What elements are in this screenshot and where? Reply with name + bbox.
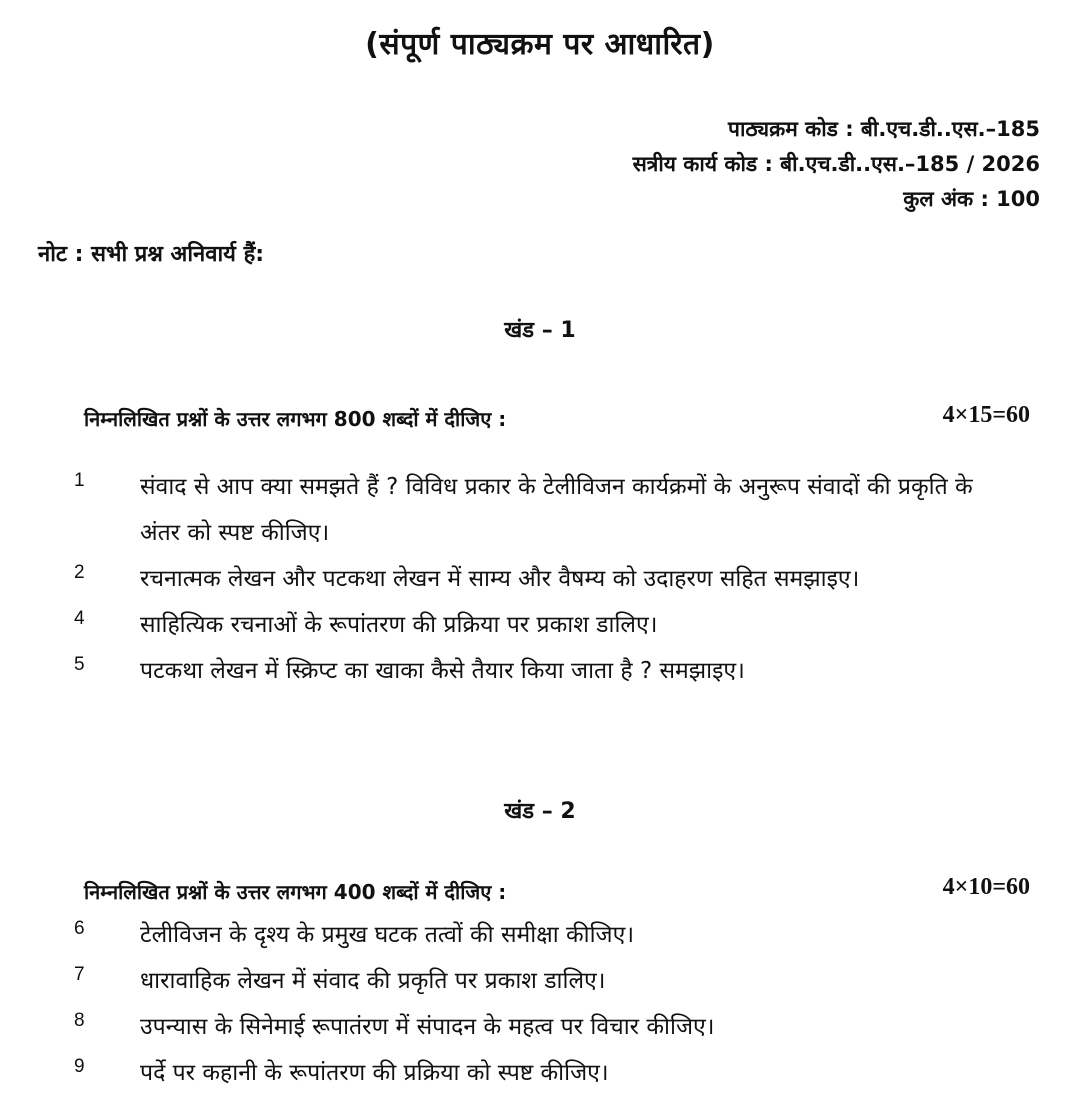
question-item (0, 912, 1080, 958)
question-number: 4 (74, 608, 85, 629)
section-1-instruction: निम्नलिखित प्रश्नों के उत्तर लगभग 800 शब्दों में दीजिए : (84, 407, 507, 431)
section-1-heading: खंड – 1 (504, 318, 576, 343)
question-item (0, 648, 1080, 694)
section-1-marks: 4×15=60 (942, 402, 1030, 428)
page-title: (संपूर्ण पाठ्यक्रम पर आधारित) (365, 27, 715, 62)
question-text: धारावाहिक लेखन में संवाद की प्रकृति पर प्रकाश डालिए। (140, 968, 606, 994)
note-text: नोट : सभी प्रश्न अनिवार्य हैं: (38, 242, 265, 267)
course-code: पाठ्यक्रम कोड : बी.एच.डी..एस.–185 (728, 117, 1040, 141)
section-2-marks: 4×10=60 (942, 874, 1030, 900)
question-text: पटकथा लेखन में स्क्रिप्ट का खाका कैसे तैयार किया जाता है ? समझाइए। (140, 658, 745, 684)
section-2-instruction: निम्नलिखित प्रश्नों के उत्तर लगभग 400 शब्दों में दीजिए : (84, 880, 507, 904)
question-item (0, 602, 1080, 648)
question-item (0, 1004, 1080, 1050)
total-marks: कुल अंक : 100 (903, 187, 1040, 211)
question-text: उपन्यास के सिनेमाई रूपातंरण में संपादन के महत्व पर विचार कीजिए। (140, 1014, 715, 1040)
question-item (0, 556, 1080, 602)
question-item (0, 1050, 1080, 1096)
question-item (0, 958, 1080, 1004)
question-number: 9 (74, 1056, 85, 1077)
section-1-questions (0, 464, 1080, 694)
question-text: पर्दे पर कहानी के रूपांतरण की प्रक्रिया को स्पष्ट कीजिए। (140, 1060, 609, 1086)
question-text: रचनात्मक लेखन और पटकथा लेखन में साम्य और वैषम्य को उदाहरण सहित समझाइए। (140, 566, 860, 592)
question-text: संवाद से आप क्या समझते हैं ? विविध प्रकार के टेलीविजन कार्यक्रमों के अनुरूप संवादों की प्रकृति के अंतर को स्पष्ट कीजिए। (140, 474, 973, 546)
assignment-code: सत्रीय कार्य कोड : बी.एच.डी..एस.–185 / 2026 (632, 152, 1040, 176)
question-number: 6 (74, 918, 85, 939)
question-number: 5 (74, 654, 85, 675)
question-number: 2 (74, 562, 85, 583)
question-item (0, 464, 1080, 556)
question-number: 8 (74, 1010, 85, 1031)
course-info-block (633, 112, 1040, 217)
question-text: टेलीविजन के दृश्य के प्रमुख घटक तत्वों की समीक्षा कीजिए। (140, 922, 635, 948)
section-2-questions (0, 912, 1080, 1096)
question-number: 7 (74, 964, 85, 985)
question-number: 1 (74, 470, 85, 491)
question-text: साहित्यिक रचनाओं के रूपांतरण की प्रक्रिया पर प्रकाश डालिए। (140, 612, 658, 638)
section-2-heading: खंड – 2 (504, 799, 576, 824)
